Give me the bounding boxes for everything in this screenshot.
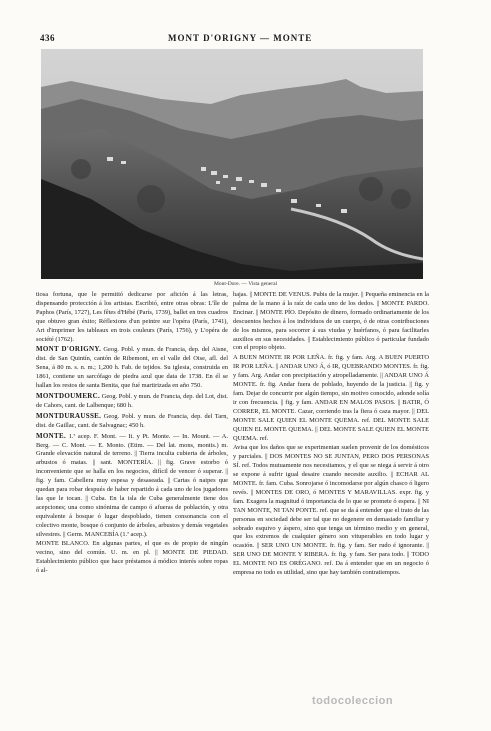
figure-caption: Mont-Dore. — Vista general: [213, 281, 278, 287]
paragraph-phrases: A BUEN MONTE IR POR LEÑA. fr. fig. y fam. Arg. A BUEN PUERTO IR POR LEÑA. || ANDAR UNO Á, ó IR, QUEBRANDO MONTES. fr. fig. y fam. Arg. Andar con precipitación y atropelladamente. || ANDAR UNO Á MONTE. fr. fig. Andar fuera de poblado, huyendo de la justicia. || fig. y fam. Dejar de concurrir por algún tiempo, sin motivo conocido, adonde solía ir con frecuencia. || fig. y fam. ANDAR EN MALOS PASOS. || BATIR, Ó CORRER, EL MONTE. Cazar, corriendo tras la fiera ó caza mayor. || DEL MONTE SALE QUIEN EL MONTE QUEMA. ref. DEL MONTE SALE QUIEN EL MONTE QUEMA. || DEL MONTE SALE QUIEN EL MONTE QUEMA. ref.: [233, 354, 429, 442]
paragraph-continuation: tiosa fortuna, que le permitió dedicarse por afición á las letras, dispensando protección á los artistas. Escribió, entre otras obras: L'île de Paphos (París, 1727), Les fêtes d'Hébé (París, 1739), ballet en tres cuadros que obtuvo gran éxito; Réflexions d'un peintre sur l'opéra (París, 1741), Art d'imprimer les tableaux en trois couleurs (París, 1756), y L'opéra de société (1762).: [36, 291, 228, 343]
left-text-column: [36, 291, 228, 577]
right-text-column: [233, 291, 429, 579]
page-number: 436: [40, 33, 55, 43]
entry-heading: MONTDURAUSSE.: [36, 411, 102, 420]
entry-body: Geog. Pobl. y mun. de Francia, dep. del Lot, dist. de Cahors, cant. de Lalbenque; 680 h.: [36, 392, 228, 409]
entry-body: 1.ª acep. F. Mont. — It. y Pt. Monte. — In. Mount. — A. Berg. — C. Mont. — E. Monto. (Etim. — Del lat. mons, montis.) m. Grande elevación natural de terreno. || Tierra inculta cubierta de árboles, arbustos ó matas. || sant. MONTERÍA. || fig. Grave estorbo ó inconveniente que se halla en los negocios, difícil de vencer ó superar. || fig. y fam. Cabellera muy espesa y desaseada. || Cartas ó naipes que quedan para robar después de haber repartido á cada uno de los jugadores las que le tocan. || Cuba. En la isla de Cuba generalmente tiene dos acepciones; una como sinónima de campo ó afueras de población, y otra equivalente á bosque ó lugar despoblado, tienen consonancia con el colectivo monte, bosque ó conjunto de árboles, arbustos y demás vegetales silvestres. || Germ. MANCEBÍA (1.ª acep.).: [36, 432, 228, 538]
mont-dore-engraving: [41, 49, 423, 279]
entry-mont-dorigny: [36, 345, 228, 391]
watermark: todocoleccion: [312, 695, 394, 707]
entry-monte: [36, 432, 228, 540]
entry-monte-blanco: MONTE BLANCO. En algunas partes, el que es de propio de ningún vecino, sino del común. U. m. en pl. || MONTE DE PIEDAD. Establecimiento público que hace préstamos á módico interés sobre ropas ó al-: [36, 540, 228, 575]
running-head: MONT D'ORIGNY — MONTE: [168, 33, 313, 43]
entry-heading: MONTDOUMERC.: [36, 391, 101, 400]
entry-montdoumerc: [36, 392, 228, 411]
entry-body: Geog. Pobl. y mun. de Francia, dep. del Aisne, dist. de San Quintín, cantón de Ribemont, en el valle del Oise, afl. del Sena, á 80 m. s. n. m.; 1,200 h. Fab. de tejidos. Su iglesia, construida en 1861, contiene un sarcófago de piedra azul que data de 1738. En él se hallan los restos de santa Benita, que fué martirizada en año 750.: [36, 346, 228, 390]
landscape-photo: [41, 49, 423, 279]
entry-montdurausse: [36, 412, 228, 431]
entry-heading: MONT D'ORIGNY.: [36, 345, 102, 354]
entry-body: Geog. Pobl. y mun. de Francia, dep. del Tarn, dist. de Gaillac, cant. de Salvagnac; 450 h.: [36, 412, 228, 429]
page-header: [40, 33, 458, 45]
entry-heading: MONTE.: [36, 431, 66, 440]
paragraph-proverbs: Avisa que los daños que se experimentan suelen provenir de los domésticos y parciales. || DOS MONTES NO SE JUNTAN, PERO DOS PERSONAS SÍ. ref. Todos mutuamente nos necesitamos, y el que se niega á servir á otro se expone á sufrir igual desaire cuando necesite auxilio. || ECHAR AL MONTE. fr. fam. Cuba. Sonrojarse ó incomodarse por algún chasco ó ligero revés. || MONTES DE ORO, ó MONTES Y MARAVILLAS. expr. fig. y fam. Exagera la magnitud ó importancia de lo que se promete ó espera. || NI TAN MONTE, NI TAN PONTE. ref. que se da á entender que el trato de las personas en sociedad debe ser tal que no degenere en demasiado familiar y sobrado esquivo y áspero, sino que tenga un término medio y en general, que los extremos de cualquier género son vituperables en todo lugar y ocasión. || SER UNO UN MONTE. fr. fig. y fam. Ser rudo é ignorante. || SER UNO DE MONTE Y RIBERA. fr. fig. y fam. Ser para todo. || TODO EL MONTE NO ES ORÉGANO. ref. Da á entender que en un negocio ó empresa no todo es utilidad, sino que hay también contratiempos.: [233, 444, 429, 577]
paragraph-monte-compounds: hajas. || MONTE DE VENUS. Pubis de la mujer. || Pequeña eminencia en la palma de la mano á la raíz de cada uno de los dedos. || MONTE PARDO. Encinar. || MONTE PÍO. Depósito de dinero, formado ordinariamente de los descuentos hechos á los individuos de un cuerpo, ó de otras contribuciones de los mismos, para socorrer á sus viudas y huérfanos, ó para facilitarles auxilios en sus necesidades. || Establecimiento público ó particular fundado con el propio objeto.: [233, 291, 429, 352]
